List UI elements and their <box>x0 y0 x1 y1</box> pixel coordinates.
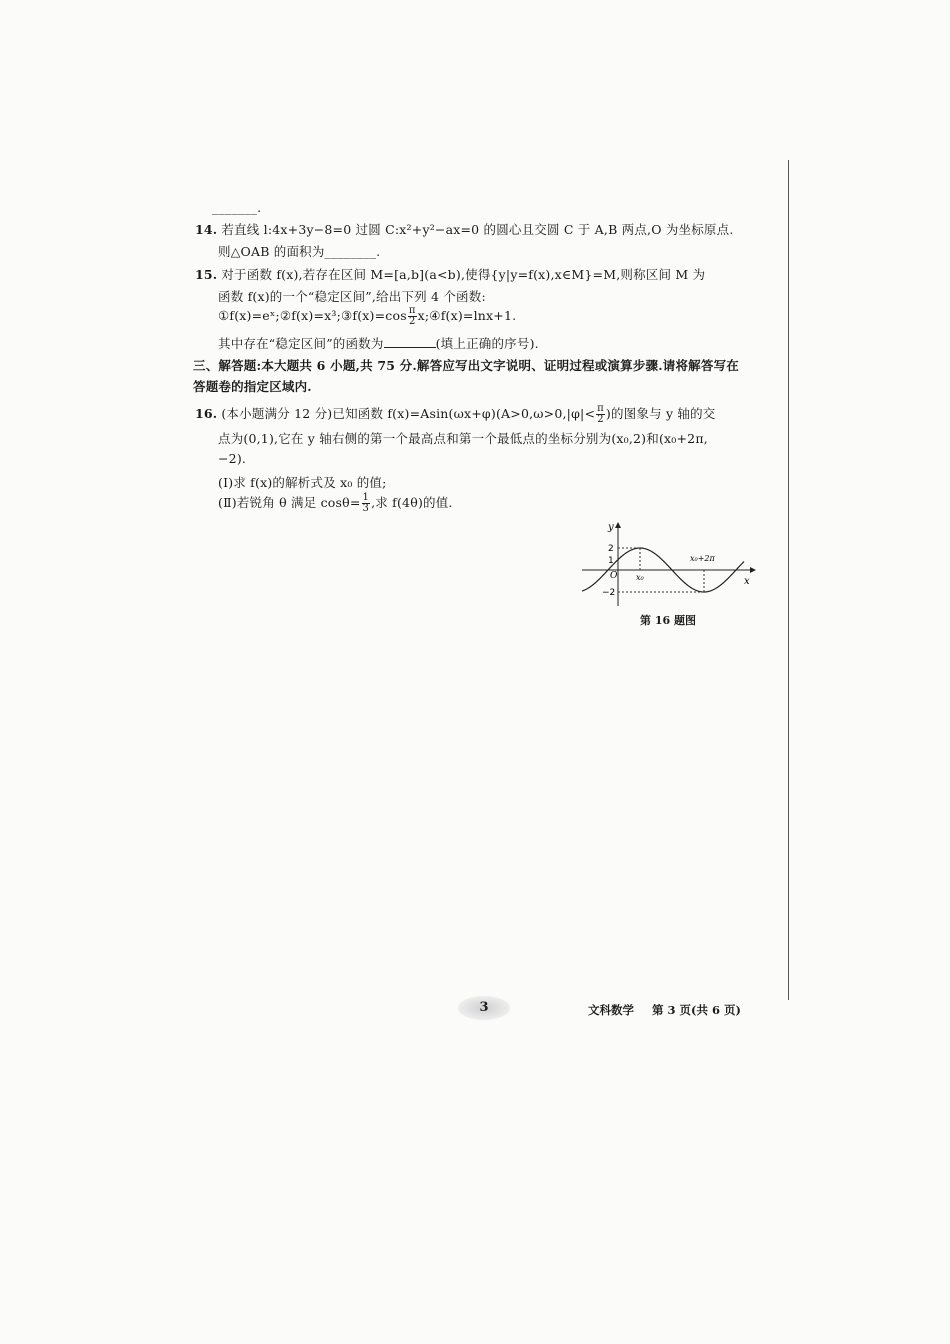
question-14-line2: 则△OAB 的面积为________. <box>218 244 381 259</box>
x0-2pi-label: x₀+2π <box>690 554 715 563</box>
answer-blank-top: _______. <box>212 200 262 215</box>
x0-label: x₀ <box>636 573 644 582</box>
one-third-fraction <box>362 493 371 514</box>
origin-label: O <box>610 571 618 581</box>
question-14-text: 若直线 l:4x+3y−8=0 过圆 C:x²+y²−ax=0 的圆心且交圆 C 于 A,B 两点,O 为坐标原点. <box>221 222 734 237</box>
fraction-numerator: 1 <box>362 492 370 503</box>
sine-graph-figure <box>578 520 758 610</box>
section-3-heading-line2: 答题卷的指定区域内. <box>193 379 312 394</box>
fraction-denominator: 2 <box>597 414 604 425</box>
answer-blank <box>384 337 436 348</box>
y-axis-arrow <box>615 522 621 528</box>
figure-caption: 第 16 题图 <box>640 614 696 627</box>
question-15-line4-b: (填上正确的序号). <box>435 336 539 351</box>
question-16-part1: (Ⅰ)求 f(x)的解析式及 x₀ 的值; <box>218 475 387 490</box>
tick-label-neg2: −2 <box>602 588 616 598</box>
question-16-part2-a: (Ⅱ)若锐角 θ 满足 cosθ= <box>218 495 361 510</box>
question-15-line4-a: 其中存在“稳定区间”的函数为 <box>218 336 384 351</box>
x-axis-arrow <box>750 567 756 573</box>
question-16-number: 16. <box>195 406 218 421</box>
question-16-line1-a: (本小题满分 12 分)已知函数 f(x)=Asin(ωx+φ) <box>221 406 496 421</box>
question-16-part2-b: ,求 f(4θ)的值. <box>371 495 453 510</box>
tick-label-2: 2 <box>608 544 614 554</box>
section-3-heading: 三、解答题:本大题共 6 小题,共 75 分.解答应写出文字说明、证明过程或演算步骤.请将解答写在 <box>193 358 739 373</box>
x-axis-label: x <box>744 576 750 587</box>
footer-page-info: 第 3 页(共 6 页) <box>652 1003 741 1017</box>
question-15-functions <box>218 306 516 327</box>
question-15-text: 对于函数 f(x),若存在区间 M=[a,b](a<b),使得{y|y=f(x),x∈M}=M,则称区间 M 为 <box>221 267 706 282</box>
question-15-number: 15. <box>195 267 218 282</box>
pi-over-2-fraction <box>596 404 605 425</box>
fraction-numerator: π <box>408 305 416 316</box>
question-16-line2: 点为(0,1),它在 y 轴右侧的第一个最高点和第一个最低点的坐标分别为(x₀,2)和(x₀+2π, <box>218 431 708 446</box>
pi-over-2-fraction <box>408 306 417 327</box>
page-number-badge: 3 <box>458 996 510 1020</box>
question-14-number: 14. <box>195 222 218 237</box>
fraction-numerator: π <box>597 403 604 414</box>
question-16-line1-c: )的图象与 y 轴的交 <box>605 406 716 421</box>
question-15-functions-b: x;④f(x)=lnx+1. <box>417 308 517 323</box>
question-15-line1 <box>195 265 705 283</box>
fraction-denominator: 2 <box>408 316 416 327</box>
question-15-line4 <box>218 334 539 352</box>
question-15-line2: 函数 f(x)的一个“稳定区间”,给出下列 4 个函数: <box>218 289 486 304</box>
question-16-line1 <box>195 404 716 425</box>
question-16-line3: −2). <box>218 451 247 466</box>
question-16-part2 <box>218 493 453 514</box>
fraction-denominator: 3 <box>362 503 370 514</box>
question-15-functions-a: ①f(x)=eˣ;②f(x)=x³;③f(x)=cos <box>218 308 407 323</box>
question-14-line1 <box>195 220 734 238</box>
tick-label-1: 1 <box>608 556 614 566</box>
border-rule-right <box>788 160 789 1000</box>
footer-subject: 文科数学 <box>588 1003 634 1017</box>
question-16-line1-b: (A>0,ω>0,|φ|< <box>495 406 596 421</box>
y-axis-label: y <box>608 522 614 533</box>
